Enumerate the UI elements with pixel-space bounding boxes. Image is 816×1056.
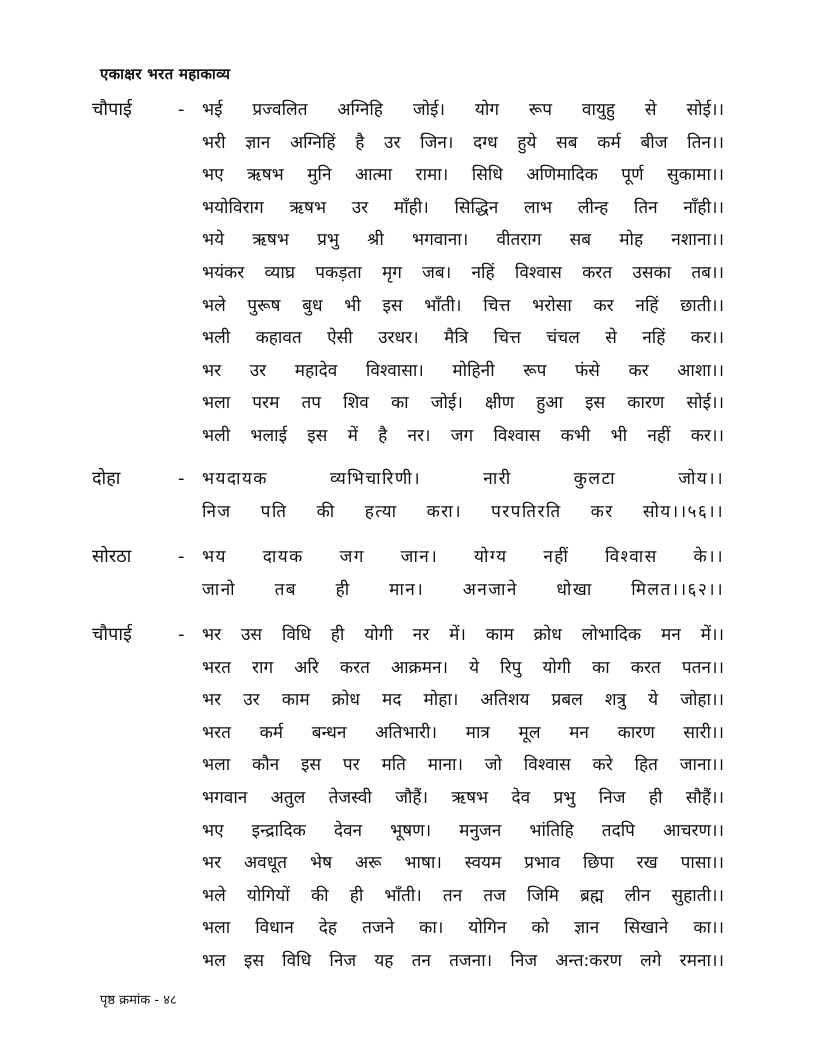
verse-line: भले योगियों की ही भाँती। तन तज जिमि ब्रह्म लीन सुहाती।। bbox=[202, 885, 724, 906]
verse-line: भय दायक जग जान। योग्य नहीं विश्वास के।। bbox=[202, 547, 724, 567]
section-dash: - bbox=[178, 99, 185, 120]
verse-line: भरी ज्ञान अग्निहिं है उर जिन। दग्ध हुये सब कर्म बीज तिन।। bbox=[202, 132, 724, 153]
section-label: चौपाई bbox=[92, 624, 132, 645]
verse-line: भई प्रज्वलित अग्निहि जोई। योग रूप वायुहु से सोई।। bbox=[202, 100, 724, 120]
verse-line: भला परम तप शिव का जोई। क्षीण हुआ इस कारण सोई।। bbox=[202, 393, 724, 414]
verse-line: भयंकर व्याघ्र पकड़ता मृग जब। नहिं विश्वास करत उसका तब।। bbox=[202, 262, 724, 283]
verse-line: भगवान अतुल तेजस्वी जौहैं। ऋषभ देव प्रभु निज ही सौहैं।। bbox=[202, 787, 724, 808]
verse-line: भये ऋषभ प्रभु श्री भगवाना। वीतराग सब मोह नशाना।। bbox=[202, 230, 724, 251]
verse-line: भर उर काम क्रोध मद मोहा। अतिशय प्रबल शत्रु ये जोहा।। bbox=[202, 690, 724, 711]
verse-line: भए ऋषभ मुनि आत्मा रामा। सिधि अणिमादिक पूर्ण सुकामा।। bbox=[202, 165, 724, 186]
verse-line: भयदायक व्यभिचारिणी। नारी कुलटा जोय।। bbox=[202, 469, 724, 489]
verse-line: भला कौन इस पर मति माना। जो विश्वास करे हित जाना।। bbox=[202, 755, 724, 776]
verse-line: भयोविराग ऋषभ उर माँही। सिद्धिन लाभ लीन्ह तिन नाँही।। bbox=[202, 197, 724, 218]
section-label: दोहा bbox=[92, 468, 121, 489]
chaupai-section-1 bbox=[92, 94, 732, 454]
section-label: चौपाई bbox=[92, 99, 132, 120]
verse-line: भरत कर्म बन्धन अतिभारी। मात्र मूल मन कारण सारी।। bbox=[202, 722, 724, 743]
verse-lines bbox=[202, 619, 724, 978]
verse-line: भर उस विधि ही योगी नर में। काम क्रोध लोभादिक मन में।। bbox=[202, 625, 724, 645]
verse-line: निज पति की हत्या करा। परपतिरति कर सोय।।५६।। bbox=[202, 501, 724, 522]
verse-line: जानो तब ही मान। अनजाने धोखा मिलत।।६२।। bbox=[202, 579, 724, 600]
verse-line: भर अवधूत भेष अरू भाषा। स्वयम प्रभाव छिपा रख पासा।। bbox=[202, 853, 724, 874]
verse-line: भरत राग अरि करत आक्रमन। ये रिपु योगी का करत पतन।। bbox=[202, 657, 724, 678]
verse-line: भए इन्द्रादिक देवन भूषण। मनुजन भांतिहि तदपि आचरण।। bbox=[202, 820, 724, 841]
verse-lines bbox=[202, 463, 724, 528]
section-label: सोरठा bbox=[92, 546, 132, 567]
verse-line: भर उर महादेव विश्वासा। मोहिनी रूप फंसे कर आशा।। bbox=[202, 360, 724, 381]
page-number: पृष्ठ क्रमांक - ४८ bbox=[100, 993, 177, 1008]
verse-line: भली कहावत ऐसी उरधर। मैत्रि चित्त चंचल से नहिं कर।। bbox=[202, 328, 724, 349]
section-dash: - bbox=[178, 546, 185, 567]
verse-line: भले पुरूष बुध भी इस भाँती। चित्त भरोसा कर नहिं छाती।। bbox=[202, 295, 724, 316]
verse-line: भली भलाई इस में है नर। जग विश्वास कभी भी नहीं कर।। bbox=[202, 425, 724, 446]
running-header: एकाक्षर भरत महाकाव्य bbox=[100, 65, 231, 83]
verse-line: भल इस विधि निज यह तन तजना। निज अन्त:करण लगे रमना।। bbox=[202, 950, 724, 971]
section-dash: - bbox=[178, 624, 185, 645]
soratha-section bbox=[92, 541, 732, 607]
verse-line: भला विधान देह तजने का। योगिन को ज्ञान सिखाने का।। bbox=[202, 918, 724, 939]
verse-lines bbox=[202, 541, 724, 606]
chaupai-section-2 bbox=[92, 619, 732, 981]
section-dash: - bbox=[178, 468, 185, 489]
verse-lines bbox=[202, 94, 724, 453]
doha-section bbox=[92, 463, 732, 529]
